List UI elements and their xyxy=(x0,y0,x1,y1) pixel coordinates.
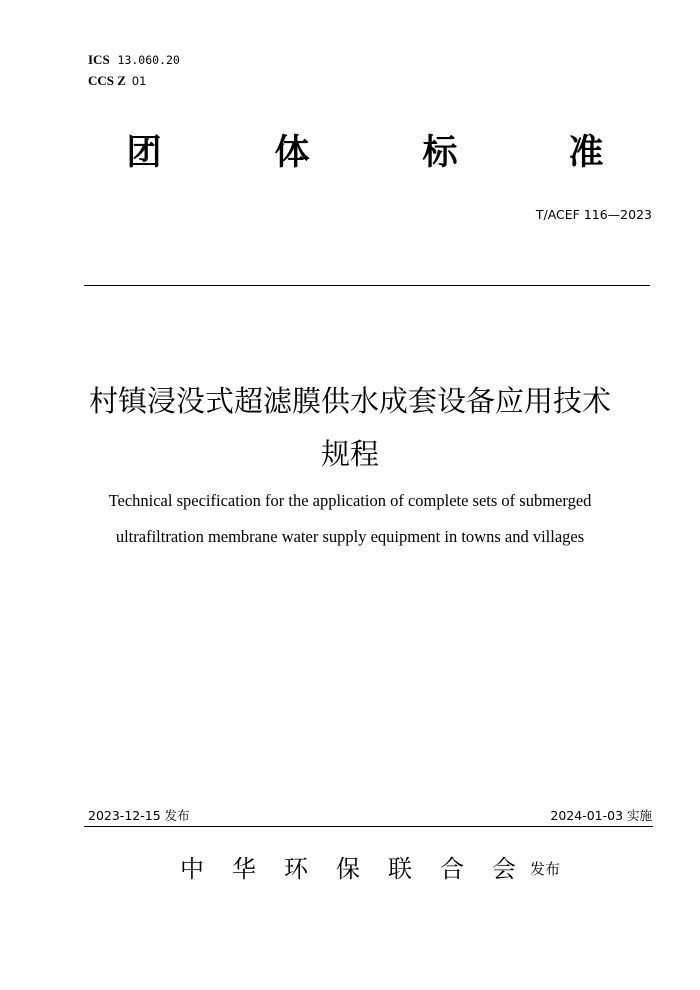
standard-type-char: 体 xyxy=(274,133,310,173)
issuer-char: 合 xyxy=(440,855,464,883)
standard-type-char: 标 xyxy=(422,133,458,173)
ccs-label: CCS Z xyxy=(88,73,126,88)
title-en-line-2: ultrafiltration membrane water supply equipment in towns and villages xyxy=(115,527,585,546)
standard-number: T/ACEF 116—2023 xyxy=(535,207,652,222)
issuer-char: 保 xyxy=(336,855,360,883)
issuer-char: 会 xyxy=(492,855,516,883)
ics-value: 13.060.20 xyxy=(117,53,180,67)
title-cn-line-2: 规程 xyxy=(320,437,379,471)
issuer-suffix: 发布 xyxy=(530,860,561,878)
standard-type-char: 团 xyxy=(126,133,162,173)
title-cn-line-1: 村镇浸没式超滤膜供水成套设备应用技术 xyxy=(88,384,611,418)
title-en-line-1: Technical specification for the application of complete sets of submerged xyxy=(108,491,592,510)
issuer xyxy=(180,851,560,887)
ics-code xyxy=(88,53,180,67)
standard-type-char: 准 xyxy=(568,133,604,173)
issue-date: 2023-12-15 发布 xyxy=(88,808,190,823)
top-divider xyxy=(84,285,650,286)
issuer-char: 中 xyxy=(180,855,204,883)
issuer-char: 联 xyxy=(388,855,412,883)
bottom-divider xyxy=(84,826,653,827)
ccs-code xyxy=(88,74,146,88)
implementation-date: 2024-01-03 实施 xyxy=(550,808,652,823)
ccs-value: 01 xyxy=(131,74,147,88)
ics-label: ICS xyxy=(88,52,110,67)
issuer-char: 环 xyxy=(284,855,308,883)
issuer-char: 华 xyxy=(232,855,256,883)
